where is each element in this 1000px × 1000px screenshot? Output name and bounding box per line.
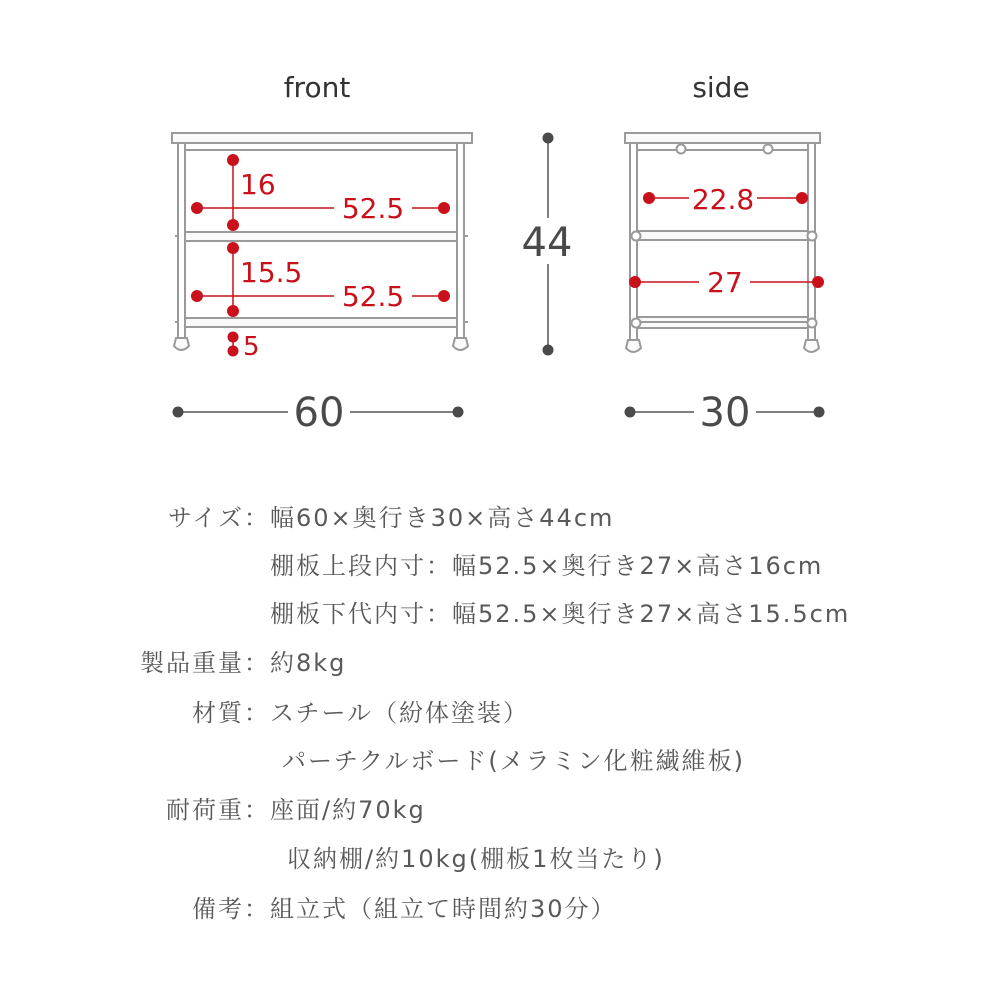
spec-value: スチール（紛体塗装）	[270, 699, 530, 727]
spec-row-lower-shelf	[0, 594, 1000, 634]
spec-row-material-2	[0, 741, 1000, 781]
upper-height-dot-top	[227, 154, 239, 166]
spec-row-load-2	[0, 839, 1000, 879]
spec-row-notes	[0, 889, 1000, 929]
spec-label: 備考：	[192, 895, 270, 923]
lower-height-label: 15.5	[240, 256, 303, 289]
total-width-label: 60	[293, 390, 345, 436]
side-rack-outline	[625, 133, 820, 352]
spec-value: 約8kg	[270, 649, 347, 677]
spec-label: 耐荷重：	[166, 796, 270, 824]
leg-height-label: 5	[243, 332, 260, 362]
lower-depth-label: 27	[707, 266, 743, 299]
upper-height-dot-bottom	[227, 219, 239, 231]
upper-height-label: 16	[240, 168, 276, 201]
lower-height-dot-top	[227, 242, 239, 254]
spec-value: 棚板下代内寸：幅52.5×奥行き27×高さ15.5cm	[270, 600, 851, 628]
lower-width-label: 52.5	[341, 280, 405, 313]
spec-label: サイズ：	[167, 504, 270, 532]
upper-width-dot-right	[438, 202, 450, 214]
side-title: side	[692, 71, 750, 104]
spec-row-upper-shelf	[0, 546, 1000, 586]
lower-depth-dot-right	[812, 276, 824, 288]
lower-width-dot-left	[191, 290, 203, 302]
spec-row-weight	[0, 643, 1000, 683]
spec-row-material	[0, 693, 1000, 733]
total-height-label: 44	[521, 220, 573, 266]
front-title: front	[283, 71, 351, 104]
spec-row-load	[0, 790, 1000, 830]
spec-value: 組立式（組立て時間約30分）	[270, 895, 617, 923]
spec-value: 収納棚/約10kg(棚板1枚当たり)	[287, 845, 665, 873]
spec-value: パーチクルボード(メラミン化粧繊維板)	[282, 747, 746, 775]
lower-depth-dot-left	[629, 276, 641, 288]
spec-label: 製品重量：	[140, 649, 270, 677]
upper-depth-dot-left	[643, 192, 655, 204]
spec-value: 座面/約70kg	[270, 796, 426, 824]
spec-row-size	[0, 498, 1000, 538]
upper-width-label: 52.5	[341, 192, 405, 225]
dimension-diagram	[0, 0, 1000, 470]
upper-depth-dot-right	[796, 192, 808, 204]
spec-value: 棚板上段内寸：幅52.5×奥行き27×高さ16cm	[270, 552, 824, 580]
leg-height-dot-bottom	[228, 346, 239, 357]
total-depth-label: 30	[699, 390, 751, 436]
upper-width-dot-left	[191, 202, 203, 214]
upper-depth-label: 22.8	[691, 183, 755, 216]
leg-height-dot-top	[228, 332, 239, 343]
spec-value: 幅60×奥行き30×高さ44cm	[270, 504, 615, 532]
spec-label: 材質：	[192, 699, 270, 727]
lower-width-dot-right	[438, 290, 450, 302]
front-rack-outline	[172, 133, 472, 350]
lower-height-dot-bottom	[227, 305, 239, 317]
